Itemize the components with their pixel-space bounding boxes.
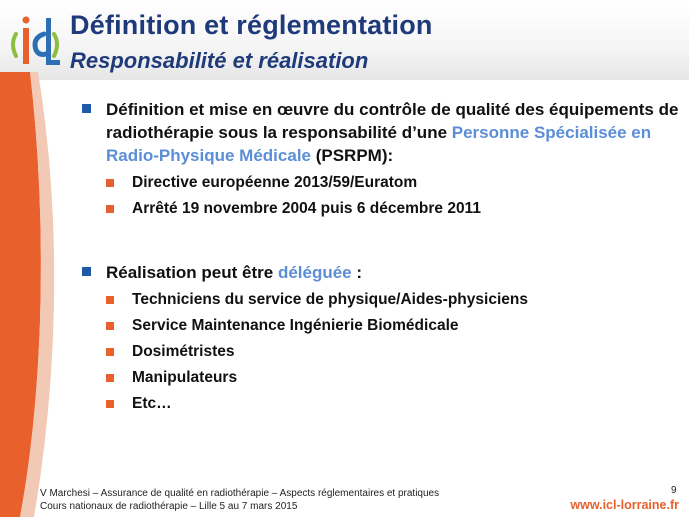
realisation-sublist xyxy=(82,290,682,414)
footer-line-2: Cours nationaux de radiothérapie – Lille 5 au 7 mars 2015 xyxy=(40,501,298,512)
definition-text: Définition et mise en œuvre du contrôle de qualité des équipements de radiothérapie sous la responsabilité d’une xyxy=(106,100,679,142)
psrpm-highlight: Personne Spécialisée en Radio-Physique Médicale xyxy=(106,123,652,165)
definition-text-end: (PSRPM): xyxy=(311,146,394,165)
orange-side-decoration xyxy=(0,72,70,517)
list-item xyxy=(82,173,682,193)
square-bullet-icon xyxy=(106,296,114,304)
square-bullet-icon xyxy=(82,104,91,113)
list-item xyxy=(82,368,682,388)
slide-footer xyxy=(40,487,439,513)
slide-title: Définition et réglementation xyxy=(70,10,433,40)
website-link[interactable]: www.icl-lorraine.fr xyxy=(570,498,679,512)
slide-content xyxy=(82,98,682,420)
list-item-text: Manipulateurs xyxy=(132,369,238,386)
square-bullet-icon xyxy=(106,322,114,330)
deleguee-highlight: déléguée xyxy=(277,263,352,282)
slide-subtitle: Responsabilité et réalisation xyxy=(70,48,369,73)
list-item-text: Dosimétristes xyxy=(132,343,235,360)
list-item xyxy=(82,394,682,414)
square-bullet-icon xyxy=(106,205,114,213)
square-bullet-icon xyxy=(106,374,114,382)
list-item-text: Service Maintenance Ingénierie Biomédicale xyxy=(132,317,459,334)
realisation-text: Réalisation peut être xyxy=(106,263,278,282)
square-bullet-icon xyxy=(106,348,114,356)
square-bullet-icon xyxy=(106,179,114,187)
page-number: 9 xyxy=(671,485,677,496)
slide-header xyxy=(0,0,689,80)
icl-logo xyxy=(6,8,64,72)
list-item xyxy=(82,290,682,310)
list-item-text: Arrêté 19 novembre 2004 puis 6 décembre 2011 xyxy=(132,200,481,217)
bullet-realisation xyxy=(82,261,682,284)
definition-sublist xyxy=(82,173,682,219)
square-bullet-icon xyxy=(106,400,114,408)
list-item xyxy=(82,199,682,219)
list-item-text: Directive européenne 2013/59/Euratom xyxy=(132,174,418,191)
list-item-text: Etc… xyxy=(132,395,172,412)
list-item xyxy=(82,316,682,336)
footer-line-1: V Marchesi – Assurance de qualité en radiothérapie – Aspects réglementaires et pratiques xyxy=(40,488,440,499)
bullet-definition xyxy=(82,98,682,167)
square-bullet-icon xyxy=(82,267,91,276)
list-item-text: Techniciens du service de physique/Aides-physiciens xyxy=(132,291,528,308)
list-item xyxy=(82,342,682,362)
realisation-text-end: : xyxy=(351,263,363,282)
